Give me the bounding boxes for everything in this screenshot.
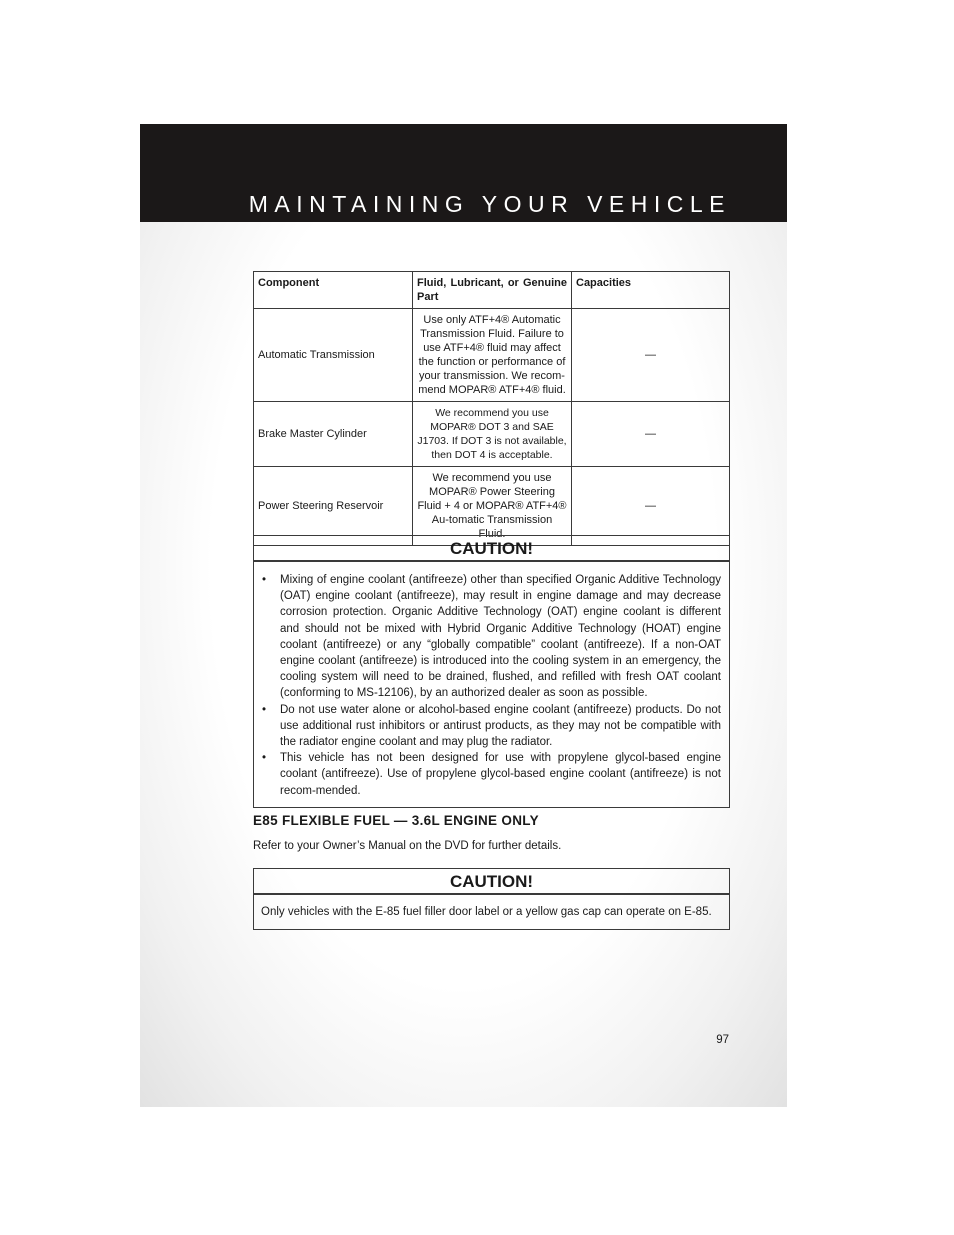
caution-title: CAUTION! [254,869,729,895]
fluids-table [253,271,730,546]
section-heading: E85 FLEXIBLE FUEL — 3.6L ENGINE ONLY [253,813,539,828]
cell-component: Brake Master Cylinder [254,402,413,467]
cell-capacity: — [572,467,730,546]
cell-capacity: — [572,402,730,467]
cell-fluid: We recommend you use MOPAR® DOT 3 and SAE J1703. If DOT 3 is not available, then DOT 4 is acceptable. [413,402,572,467]
cell-capacity: — [572,309,730,402]
page-header [140,124,787,222]
cell-component: Power Steering Reservoir [254,467,413,546]
caution-box-e85 [253,868,730,930]
table-row [254,309,730,402]
table-header-row [254,272,730,309]
column-header-fluid: Fluid, Lubricant, or Genuine Part [413,272,572,309]
table-row [254,402,730,467]
manual-page [140,124,787,1107]
chapter-title: MAINTAINING YOUR VEHICLE [248,191,731,217]
cell-fluid: We recommend you use MOPAR® Power Steering Fluid + 4 or MOPAR® ATF+4® Au-tomatic Transmission Fluid. [413,467,572,546]
caution-title: CAUTION! [254,536,729,562]
cell-fluid: Use only ATF+4® Automatic Transmission Fluid. Failure to use ATF+4® fluid may affect the function or performance of your transmission. We recom-mend MOPAR® ATF+4® fluid. [413,309,572,402]
column-header-component: Component [254,272,413,309]
section-text: Refer to your Owner’s Manual on the DVD for further details. [253,840,562,852]
cell-component: Automatic Transmission [254,309,413,402]
list-item: • This vehicle has not been designed for use with propylene glycol-based engine coolant (antifreeze). Use of propylene glycol-based engine coolant (antifreeze) is not recom-mended. [262,750,721,799]
caution-box-coolant [253,535,730,808]
caution-body: Only vehicles with the E-85 fuel filler door label or a yellow gas cap can operate on E-85. [261,906,712,918]
page-number: 97 [716,1034,729,1046]
list-item: • Mixing of engine coolant (antifreeze) other than specified Organic Additive Technology (OAT) engine coolant (antifreeze), may result in engine damage and may decrease corrosion protection. Organic Additive Technology (OAT) engine coolant is different and should not be mixed with Hybrid Organic Additive Technology (HOAT) engine coolant (antifreeze) or any “globally compatible” coolant (antifreeze). If a non-OAT engine coolant (antifreeze) is introduced into the cooling system in an emergency, the cooling system will need to be drained, flushed, and refilled with fresh OAT coolant (conforming to MS-12106), by an authorized dealer as soon as possible. [262,572,721,702]
caution-list [262,572,721,799]
table-row [254,467,730,546]
column-header-capacities: Capacities [572,272,730,309]
caution-body [254,562,729,807]
list-item: • Do not use water alone or alcohol-based engine coolant (antifreeze) products. Do not use additional rust inhibitors or antirust products, as they may not be compatible with the radiator engine coolant and may plug the radiator. [262,702,721,751]
